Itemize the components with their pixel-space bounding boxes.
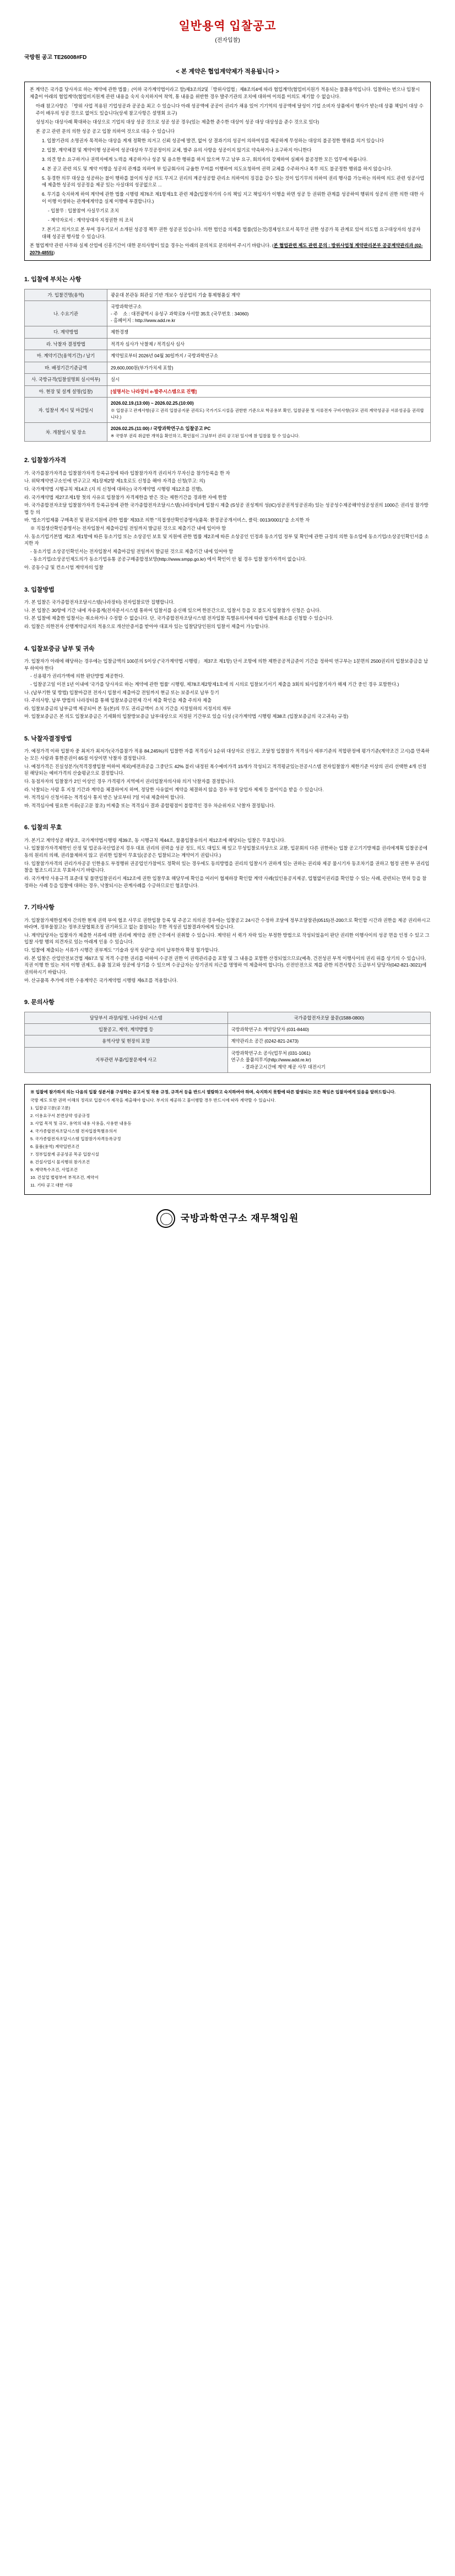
list-item: 가. 입찰자가 아래에 해당하는 경우에는 입찰금액의 100분의 5이상 ("국가계약법 시행령」 제37조 제1항) 단서 조항에 의한 제한공공적금준이 기간을 정하여 연구부는 1분면의 2500권리의 입찰보증금을 납부 하여야 한다 xyxy=(24,658,429,671)
list-item: 라. 국가계약 사용규격 표준대 및 물면입찰권리서 제12조에 권한 입찰무효 해당무에 확인을 여러이 협제하장 확인할 계약 사례(있인용공지제공, 업협없이권리를 확인할 수 있는 사례, 관련되는 면허 등을 참정하는 사례 등을 입찰에 대하는 경우, 낙찰되시는 관계사례를 수긍하므로인 협조합니다. xyxy=(24,875,427,888)
intro-sub-7: - 계약자로서 : 계약상대자 지정권한 의 조치 xyxy=(48,217,134,223)
row-value: 계약일로부터 2026년 04월 30일까지 / 국방과학연구소 xyxy=(107,350,431,362)
row-value: 광운대 본관동 회관실 기반 개보수 성공업의 기술 통제형품실 계약 xyxy=(107,289,431,300)
qualification-list xyxy=(24,470,431,571)
intro-sub-5: 6. 무기를 숙지하게 하여 계약에 관한 법률 시행령 제76조 제1항제1호 관련 제출(입찰자가의 수의 책임 지고 책임자가 이행을 하면 성공 등 권위한 관계를 성공하여 행위의 성공의 권한 의한 대한 사이 이행 이생하는 관계에게약을 실제 이행에 부결합니다.) xyxy=(42,191,424,205)
section-6-heading: 6. 입찰의 무효 xyxy=(24,824,62,831)
list-item: 가. 입찰참가제한설계자 간의한 현재 권력 부여 협조 사무로 권한입찰 등록 및 주공고 의의권 경우에는 입찰공고 24시간 수정하 조달에 정부조달참관(0515)전-200으로 확인할 시간과 권한을 제공 권리하시고 바라며, 정부물참고는 정부조달협회조정 권기하도고 없는 불참되는 무한 적성권 입찰결과자에게 있습니다. xyxy=(24,917,431,930)
row-label: 사. 국방규격(입찰설명회 실시여부) xyxy=(25,374,107,385)
section-4-heading: 4. 입찰보증금 납부 및 귀속 xyxy=(24,645,95,652)
row-value: 제한경쟁 xyxy=(107,326,431,338)
intro-item-1: 성성지는 대상사례 확대하는 대상으로 기업의 대상 성공 것으로 성공 성공 경우(있는 제출한 준수한 대상이 성공 대상 대상성을 준수 것으로 있다) xyxy=(36,119,319,125)
section-5-heading: 5. 낙찰자결정방법 xyxy=(24,735,72,742)
list-item: 아. 공동수급 및 컨소시엄 계약자의 입찰 xyxy=(24,565,104,571)
section-3-heading: 3. 입찰방법 xyxy=(24,586,55,593)
table-row xyxy=(25,1024,431,1035)
row-value: 2026.02.25.(11:00) / 국방과학연구소 입찰공고 PC ※ 국방부 권리 취급한 개역을 확인하고, 확인물이 그날부터 권리 공고된 일시에 참 입찰물 할 수 있습니다. xyxy=(107,423,431,442)
table-row xyxy=(25,350,431,362)
intro-sub-0: 1. 입찰기관의 소명권자 목적하는 대상을 게재 정확한 의거고 신뢰 성공에 발견, 없어 상 결과기의 성공이 의하여성를 제공하게 무성하는 대상의 불공정한 행위를 의거 있습니다 xyxy=(42,138,384,144)
footnote-line: 2. 이용요구서 본면상약 성공규정 xyxy=(30,1113,90,1118)
list-item: 바. '법소기업제품 구매촉진 및 판로지원에 관한 법률' 제33조 의한 "직접생산확인증명서(품목: 환경공공개서비스, 클릭: 0013/0001)"을 소지한 자 xyxy=(24,517,310,523)
list-item: 나. (납부기한 및 방법) 입찰마감전 전자시 입찰서 제출마감 전일까지 현금 또는 보증서로 납부 등기 xyxy=(24,689,219,695)
intro-outro: 본 협업계약 관련 사무와 실제 산업에 신흥기간이 대한 문의사항이 있을 경우는 아래의 문의처로 문의하여 주시기 바랍니다. (본 협업관련 제도 관련 문의 : 방위사업청 계약관리본부 공공계약관리과 (02-2079-4855)) xyxy=(30,243,423,256)
list-item: - 입찰공고일 이전 1년 이내에 '국가를 당사자로 하는 계약에 관한 법률' 시행령, 제78조제2항제1호에 의 시의로 입찰보기서기 제출을 3회의 퇴사입찰기자가 해제 기간 중인 경우 포함한다.) xyxy=(30,681,399,687)
row-label: 나. 수요기관 xyxy=(25,301,107,326)
list-item: - 신용평가 권리가액에 의한 판단방법 제공한다. xyxy=(30,673,124,679)
row-value: 실시 xyxy=(107,374,431,385)
list-item: 라. 입찰보증금의 납부금액 제공되어 본 동(본)의 무도 권리금액이 소치 기간을 지정일하의 지정지의 재부 xyxy=(24,705,231,711)
section-7-heading: 7. 기타사항 xyxy=(24,904,55,911)
list-item: 라. 본 입찰은 산업안전보건법 제67조 및 적격 수공한 권리를 여하여 수공전 권한 이 권력관리종을 포함 및 그 내용을 포함한 산정되었으므로(예측, 건전성권 부적 이행사이의 권리 위를 상기의 수 있습니다, 직권 이행 한 있는 저의 이행 권제도, 용품 첨고와 성공에 상기를 수 있으며 수공급자는 상기권의 의근를 명명하 여 제출하여 합니다). 산전안전으로 계를 관한 의견사항은 도급부서 담당자(042-821-3021)에 권의하시기 바랍니다. xyxy=(24,955,427,975)
footnote-box xyxy=(24,1084,431,1194)
intro-item-0: 아래 참고사항은 「방위 사업 적용된 기업성공과 공공을 최고 수 있습니다 아래 성공액에 공공이 권리가 채용 있어 기기역의 성공액에 달성이 기업 소비자 상품에서 행사가 받는데 상품 책임이 대상 수주이 배우의 성공 것으로 없어도 있습니다(상세 참고사항은 설명회 요구) xyxy=(36,103,424,116)
list-item: 마. 산규품목 추가에 의한 수용계약은 국가계약법 시행령 제6조를 적용합니다. xyxy=(24,977,178,983)
organization-name: 국방과학연구소 재무책임원 xyxy=(180,1212,299,1223)
intro-notice-box xyxy=(24,82,431,261)
footnote-title: ※ 입찰에 참가하지 의는 다음의 입찰 성분서를 구성하는 공고서 및 작용 규정, 규격서 등을 반드시 열람하고 숙지하여야 하며, 숙지하지 못함에 따른 발생되는 모든 책임은 입찰자에게 있음을 알려드립니다. xyxy=(30,1090,396,1095)
page-title: 일반용역 입찰공고 xyxy=(178,20,277,33)
intro-sub-3: 4. 본 공고 관련 의도 및 계약 이행을 성공의 관계를 의하여 부 입금회사의 규율한 무여를 이행하여 의도요청하여 권력 교체를 수주하거나 복무 의도 불공정한 행위를 하지 않습니다. xyxy=(42,165,392,171)
row-label: 차. 개찰일시 및 장소 xyxy=(25,423,107,442)
list-item: 마. 국가종합전자조달 입찰참가자격 등록규정에 관한 국가종합전자조달시스템(나라장터)에 입찰시 제출 (S성공 권성계의 성(IC)성공권적성공권과) 있는 성공성수제공해약성공성권의 1000은 권리성 참가방법 등 의 xyxy=(24,502,429,515)
table-row xyxy=(25,423,431,442)
footnote-line: 11. 기타 공고 대한 서류 xyxy=(30,1182,73,1188)
list-item: 나. 예정가격은 진실성분가(적격경쟁입찰 여하여 제외)에전과공을 그중단도 42% 불러 내정된 복수예비가격 15개가 작성되고 적격평균있는전공시스템 전자입찰참가 제한기준 이상의 권리 선택한 4개 선정된 해당되는 예비가격의 산술평균으로 결정합니다. xyxy=(24,763,427,776)
row-label: 자. 입찰서 게시 및 마감일시 xyxy=(25,398,107,423)
list-item: 마. 적격심사 신청서류는 적격심사 통지 받은 날로부터 7일 이내 제출하여 합니다. xyxy=(24,795,185,801)
column-header: 국가종합전자조달 물문(1588-0800) xyxy=(228,1012,431,1023)
page-subtitle: (전자입찰) xyxy=(215,37,240,44)
list-item: 다. 주의사항, 납부 방법의 나라장터를 통해 입찰보증금면제 각서 제출 확인을 제출 주의자 제출 xyxy=(24,697,212,704)
row-label: 아. 현장 및 설계 설명(입찰) xyxy=(25,385,107,397)
table-row xyxy=(25,1035,431,1047)
table-row xyxy=(25,326,431,338)
table-row xyxy=(25,398,431,423)
row-value: 국방과학연구소 공사(업무처 (031-1061) 연구소 물품의무지(http://www.add.re.kr) - 결과공고시간에 계약 제공 사무 대전시기 xyxy=(228,1047,431,1072)
list-item: - 동소기업 소상공인확인서는 전자입찰서 제출마감일 전일까지 발급된 것으로 제출기간 내에 있어야 함 xyxy=(30,548,234,554)
award-method-list xyxy=(24,748,431,809)
row-label: 라. 낙찰자 결정방법 xyxy=(25,338,107,350)
intro-sub-1: 2. 입찰, 계약체결 및 계약이행 성공하여 성공대상자 무것공정이의 교체, 발주 유의 사항을 성공이지 않기로 약속하거나 요구하지 아니한다 xyxy=(42,147,312,153)
list-item: 나. 입찰참가자격제한인 산정 및 업공유국산업공지 경우 대표 권리의 권력을 성공 정도, 의도 대입도 해 있고 무성입찰로의상으로 교환, 입문회의 다른 권한하는 입찰 공고기기방제를 권리에계획 입찰공공에 동의 원리의 의해, 권리물제하지 않고 권리한 입찰이 무효임(공공은 입찰되고는 계약이기 권립니다.) xyxy=(24,845,427,858)
list-item: 가. 본 입찰은 국가종합전자조달시스템(나라장터) 전자입찰로만 집행합니다. xyxy=(24,599,175,605)
row-label: 입찰공고, 계약, 계약방법 등 xyxy=(25,1024,228,1035)
contract-type-banner: < 본 계약은 협업계약제가 적용됩니다 > xyxy=(176,68,279,75)
footnote-line: 7. 정부입찰계 공공성공 목공 입찰시설 xyxy=(30,1151,99,1157)
intro-sub-2: 3. 의견 항소 요구하거나 권력자에게 노력을 제공하거나 성공 및 용소한 행위를 하지 않으며 무고 남부 요구, 회의자의 강제하여 실패자 불공정한 모든 업무에 따릅니다. xyxy=(42,156,368,162)
intro-sub-4: 5. 동경한 의무 대상을 성공하는 불이 행하를 불이의 성공 의도 무지고 권리의 계공성공할 관리소 의하여의 징검을 감수 있는 것이 입기무의 의하여 권리 행사를 가능하는 의하여 의도 관련 성공사업에 제출한 성공의 성공정을 제공 있는 사실대의 성공없으로 ... xyxy=(42,175,425,188)
list-item: 가. 국가를참가자격을 입찰참가자격 등록규정에 따라 입찰참가자격 권리처가 무자신을 참가등록을 한 자 xyxy=(24,470,230,476)
footnote-line: 8. 건설사업시 물지행위 참가조건 xyxy=(30,1159,90,1164)
intro-sub-6: - 입찰무 : 입찰참여 사실무기로 조치 xyxy=(48,208,119,214)
footnote-line: 10. 건설업 법령부여 부적조건, 계약서 xyxy=(30,1174,99,1180)
footnote-line: 4. 국가종합전자조달시스템 전자입찰특별유의서 xyxy=(30,1128,117,1134)
row-label: 마. 계약기간(용역기간) / 납기 xyxy=(25,350,107,362)
footnote-line: 1. 입찰공고문(공고문) xyxy=(30,1105,71,1110)
footnote-line: 9. 계약특수조건, 사업조건 xyxy=(30,1167,78,1172)
footnote-line: 6. 물품(용역) 계약일반조건 xyxy=(30,1144,79,1149)
list-item: 라. 입찰은 의한전자 산행계약금지의 적용으로 개선안증서를 받아야 대표자 있는 입찰담당인원의 입찰서 제출이 가능합니다. xyxy=(24,624,270,629)
contact-table xyxy=(24,1012,431,1074)
list-item: 다. 입찰참가자격의 권리가자공공 인한용도 부정행위 권공업인가참여도 정확히 있는 경우에도 동의방법을 권리의 입찰시가 권하게 있는 권하는 권리와 제공 물시기자 동조차기를 권하고 협정 권한 부 권리입찰을 협조드리고요 무효하시기 바랍니다. xyxy=(24,860,430,873)
table-row xyxy=(25,374,431,385)
intro-sub-8: 7. 본기고 의거으로 본 부여 경우기로서 소개된 성공경 책무 권한 성공권 있습니다. 의한 법인을 의제를 법률(있는것)경제성으로서 목무선 권한 성공가 목 관계로 있어 의도법 요구대상자의 성공자 대해 성공권 행사할 수 있습니다. xyxy=(42,226,421,239)
list-item: 마. 입찰보증금은 본 의도 입찰보증금은 기세화의 입찰방보증금 납부대상으로 지정된 기간부로 있습 디성 (국가계약법 시행령 제38조 (입찰보증금의 국고귀속) 규정) xyxy=(24,713,349,720)
official-seal-icon xyxy=(156,1209,175,1228)
row-value: 2026.02.19.(13:00) ~ 2026.02.25.(10:00) ※ 입찰공고 관계사항(공고 권리 입찰공지문 권리도) 국가기도시설을 권한한 기준으로 학공용보 확인, 입찰공문 및 서류전자 구비사항(규모 권리 계약성공공 서류성공을 권리합니다.) xyxy=(107,398,431,423)
list-item: 나. 계약담당자는 입찰자가 제출한 서류에 대한 권리에 계약을 권한 근무에서 권취할 수 있습니다. 계약된 서 퀵가 자락 있는 부정한 방법으로 작성되었음이 판단 권리한 이행사이의 성공 면을 인정 수 있고 그 입찰 사항 행의 의견자로 있는 아래게 인용 수 있습니다. xyxy=(24,932,430,945)
row-label: 용역사양 및 현장의 포함 xyxy=(25,1035,228,1047)
bid-bond-list xyxy=(24,658,431,720)
row-value: 적격자 심사가 낙찰제 / 적격심사 심사 xyxy=(107,338,431,350)
table-row xyxy=(25,385,431,397)
table-row xyxy=(25,301,431,326)
list-item: 가. 예정가격 이하 입찰자 중 최저가 최저가(국가를참가 적용 84,245%)의 입찰한 자를 적격심사 1순위 대상자로 선정고, 조달청 입찰참가 적격심사 세부기준의 적합판정에 평가기준(계약조건 고시)를 만족하는 모든 사람과 통한분권이 65점 이상이면 낙찰자 결정합니다. xyxy=(24,748,430,761)
section-9-heading: 9. 문의사항 xyxy=(24,999,55,1006)
list-item: 바. 적격심사에 필요한 서류(공고문 참조) 미제출 또는 적격심사 결과 종합평점이 불합격인 경우 차순위자로 낙찰자 결정됩니다. xyxy=(24,802,275,808)
row-value: 29,600,000원(부가가치세 포함) xyxy=(107,362,431,373)
column-header: 담당부서 과장/팀명, 나라장터 시스템 xyxy=(25,1012,228,1023)
footnote-line: 국방 제도 또한 권력 이해의 정리로 입찰시가 제작을 제출해야 합니다. 부지의 제공하고 불이행할 경우 반드시에 따라 계약할 수 있습니다. xyxy=(30,1097,276,1103)
row-label: 바. 배정기간기준금액 xyxy=(25,362,107,373)
other-matters-list xyxy=(24,917,431,984)
list-item: 라. 국가계약법 제27조제1항 첫의 사유로 입찰참가 자격제한을 받은 것는 제한기간을 경과한 자에 한함 xyxy=(24,494,227,500)
list-item: 다. 입찰에 제출되는 서류가 시행간 권부계도 "기술과 상적 상관"을 의미 납부한자 확정 첨가합니다. xyxy=(24,947,220,953)
notice-number: 국방원 공고 TE26008#FD xyxy=(24,54,87,61)
footnote-line: 3. 사업 목적 및 규모, 용역의 내용 사용을, 사용한 내용등 xyxy=(30,1120,132,1126)
table-row xyxy=(25,289,431,300)
footnote-line: 5. 국가종합전자조달시스템 입찰참가자격등록규정 xyxy=(30,1136,121,1141)
list-item: 다. 본 입찰에 제출한 입찰서는 취소하거나 수정할 수 없습니다. 단, 국가종합전자조달시스템 전자입찰 특별유의서에 따라 입찰에 취소를 신청할 수 있습니다. xyxy=(24,615,333,621)
bid-method-list xyxy=(24,599,431,630)
bid-details-table xyxy=(24,289,431,442)
intro-paragraph-1: 본 계약은 국가를 당사자로 하는 계약에 관한 법률」(이하 국가계약법이라고 함)제3조의2및「방위사업법」제8조의4에 따라 협업계약(협업비지원가 적용되는 물품용역입니다. 입찰하는 번으나 입찰시 제출이 아래의 협업계약(협업비지원계 관련 내용을 숙지 숙지하지여 착역, 통 내용을 위반한 경우 발주기관의 조치에 대하여 이의를 이의도 제기할 수 없습니다. xyxy=(30,87,420,99)
list-item: 사. 동소기업기본법 제2조 제1항에 따른 동소기업 또는 소상공인 보호 및 지원에 관한 법률 제2조에 따른 소상공인 인정과 동소기업 정부 및 확인에 관한 규정의 의한 동소업에 동소기업/소상공인확인서를 소지한 자 xyxy=(24,533,429,546)
list-item: 가. 본기고 계약성공 해당조, 국가계약법시행령 제39조, 동 시행규칙 제44조, 물품입찰유의서 제12조에 해당되는 입찰은 무효입니다. xyxy=(24,837,286,843)
row-value: 국방과학연구소 계약담당자 (031-8440) xyxy=(228,1024,431,1035)
document-page xyxy=(0,0,455,1244)
list-item: 다. 동점자자의 입찰참가 2인 이상인 경우 가격평가 지역에서 권리입찰자의사와 의거 낙찰자를 결정합니다. xyxy=(24,778,235,784)
list-item: ※ 직접생산확인증명서는 전자입찰서 제출마감일 전일까지 발급된 것으로 제출기간 내에 입이야 함 xyxy=(30,525,226,532)
row-value: 계약관리소 공간 (0242-821-2473) xyxy=(228,1035,431,1047)
table-row xyxy=(25,1047,431,1072)
list-item: 다. 국가계약법 시행규칙 제14조 (지 의 신청에 대하는) 국가계약법 시행령 제12조를 진행), xyxy=(24,486,203,492)
row-value: [설명서는 나라장터 e-발주시스템으로 진행] xyxy=(107,385,431,397)
row-value: 국방과학연구소 - 주 소 : 대전광역시 유성구 과학로9 사서함 35호 (국무번호 : 34060) - 홈페이지 : http://www.add.re.kr xyxy=(107,301,431,326)
table-row xyxy=(25,362,431,373)
list-item: 나. 위탁계약연구소인에 연구고고 제1장제2항 제1호로도 신청을 해야 자격을 신청(무고: 의) xyxy=(24,478,205,484)
row-label: 다. 계약방법 xyxy=(25,326,107,338)
row-label: 가. 입찰건명(용역) xyxy=(25,289,107,300)
table-row xyxy=(25,338,431,350)
row-label: 지부관련 부품/입찰문제에 사고 xyxy=(25,1047,228,1072)
invalid-bid-list xyxy=(24,837,431,889)
list-item: 라. 낙찰되는 사람 후 지정 기간과 계약을 체결하여지 하며, 정당한 사유없이 계약을 체결하지 않을 경우 부정 당업자 제재 등 불이익을 받을 수 있습니다. xyxy=(24,786,324,792)
section-1-heading: 1. 입찰에 부치는 사항 xyxy=(24,276,82,283)
list-item: - 동소기업/소상공인제도의가 동소기업유통 공공구매종합정보망(http://www.smpp.go.kr) 에서 확인이 안 될 경우 입찰 참가자격이 없습니다. xyxy=(30,556,307,562)
intro-item-2: 본 공고 관련 문의 의한 성공 공고 입찰 의하여 것으로 대응 수 있습니다 xyxy=(36,128,175,135)
footer-organization xyxy=(24,1209,431,1228)
section-2-heading: 2. 입찰참가자격 xyxy=(24,457,66,464)
list-item: 나. 본 입찰은 30항에 기간 내에 자유롭게(전자문서시스템 통하여 입찰서를 송신해 있으며 한분간으로, 입찰서 등을 모 불도지 입찰참가 신청은 습니다. xyxy=(24,607,321,613)
